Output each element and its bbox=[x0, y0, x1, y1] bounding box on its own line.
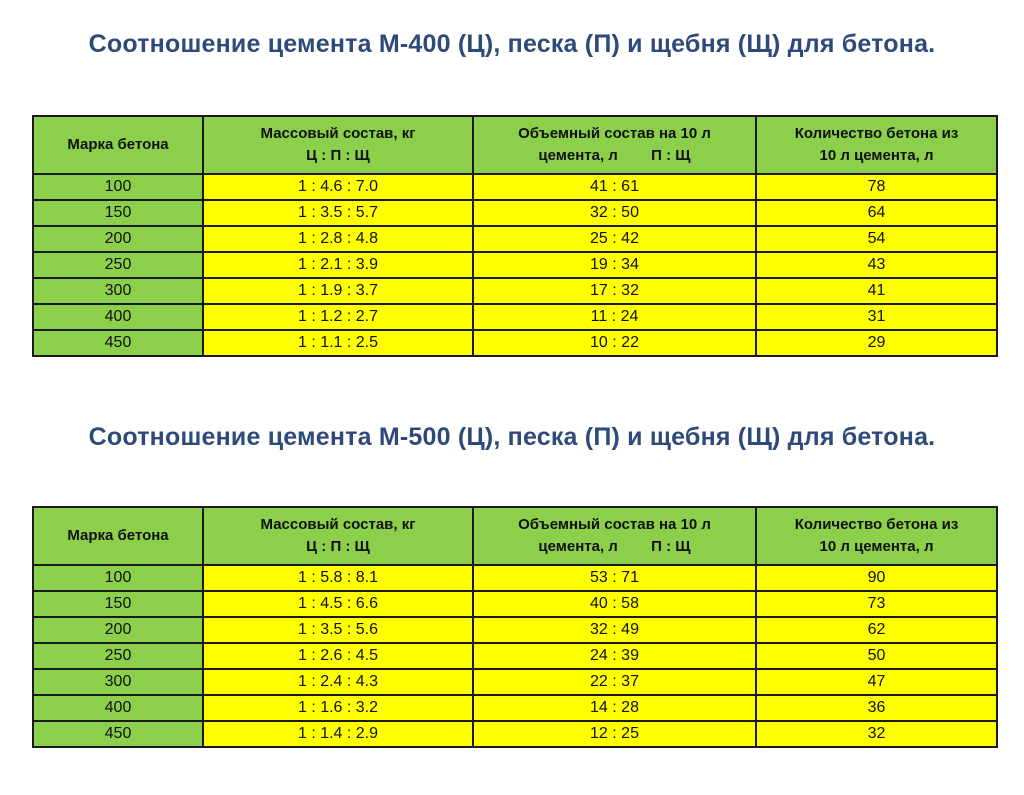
concrete-yield-cell: 31 bbox=[756, 304, 997, 330]
mass-ratio-cell: 1 : 2.8 : 4.8 bbox=[203, 226, 473, 252]
header-volume: Объемный состав на 10 л цемента, л П : Щ bbox=[473, 116, 756, 174]
mix-table-m500 bbox=[32, 506, 998, 748]
header-volume: Объемный состав на 10 л цемента, л П : Щ bbox=[473, 507, 756, 565]
table-row bbox=[33, 591, 997, 617]
volume-ratio-cell: 41 : 61 bbox=[473, 174, 756, 200]
volume-ratio-cell: 19 : 34 bbox=[473, 252, 756, 278]
mass-ratio-cell: 1 : 3.5 : 5.7 bbox=[203, 200, 473, 226]
mass-ratio-cell: 1 : 1.6 : 3.2 bbox=[203, 695, 473, 721]
table-header-row bbox=[33, 116, 997, 174]
table-header-row bbox=[33, 507, 997, 565]
grade-cell: 200 bbox=[33, 617, 203, 643]
grade-cell: 100 bbox=[33, 565, 203, 591]
table-row bbox=[33, 278, 997, 304]
concrete-yield-cell: 32 bbox=[756, 721, 997, 747]
grade-cell: 300 bbox=[33, 278, 203, 304]
mass-ratio-cell: 1 : 3.5 : 5.6 bbox=[203, 617, 473, 643]
concrete-yield-cell: 90 bbox=[756, 565, 997, 591]
grade-cell: 200 bbox=[33, 226, 203, 252]
grade-cell: 100 bbox=[33, 174, 203, 200]
mass-ratio-cell: 1 : 2.4 : 4.3 bbox=[203, 669, 473, 695]
grade-cell: 400 bbox=[33, 304, 203, 330]
concrete-yield-cell: 62 bbox=[756, 617, 997, 643]
table-row bbox=[33, 669, 997, 695]
concrete-yield-cell: 73 bbox=[756, 591, 997, 617]
grade-cell: 450 bbox=[33, 721, 203, 747]
grade-cell: 300 bbox=[33, 669, 203, 695]
table-row bbox=[33, 565, 997, 591]
mass-ratio-cell: 1 : 4.5 : 6.6 bbox=[203, 591, 473, 617]
header-grade: Марка бетона bbox=[33, 507, 203, 565]
volume-ratio-cell: 32 : 50 bbox=[473, 200, 756, 226]
volume-ratio-cell: 14 : 28 bbox=[473, 695, 756, 721]
volume-ratio-cell: 10 : 22 bbox=[473, 330, 756, 356]
header-quantity: Количество бетона из 10 л цемента, л bbox=[756, 507, 997, 565]
grade-cell: 250 bbox=[33, 252, 203, 278]
table-row bbox=[33, 174, 997, 200]
mass-ratio-cell: 1 : 1.9 : 3.7 bbox=[203, 278, 473, 304]
header-grade: Марка бетона bbox=[33, 116, 203, 174]
table-row bbox=[33, 643, 997, 669]
grade-cell: 450 bbox=[33, 330, 203, 356]
header-mass: Массовый состав, кг Ц : П : Щ bbox=[203, 507, 473, 565]
volume-ratio-cell: 53 : 71 bbox=[473, 565, 756, 591]
table-title-m400: Соотношение цемента М-400 (Ц), песка (П) и щебня (Щ) для бетона. bbox=[88, 30, 936, 58]
grade-cell: 400 bbox=[33, 695, 203, 721]
table-row bbox=[33, 252, 997, 278]
table-row bbox=[33, 695, 997, 721]
table-row bbox=[33, 330, 997, 356]
concrete-yield-cell: 43 bbox=[756, 252, 997, 278]
volume-ratio-cell: 25 : 42 bbox=[473, 226, 756, 252]
mass-ratio-cell: 1 : 5.8 : 8.1 bbox=[203, 565, 473, 591]
volume-ratio-cell: 17 : 32 bbox=[473, 278, 756, 304]
table-row bbox=[33, 617, 997, 643]
concrete-yield-cell: 29 bbox=[756, 330, 997, 356]
header-mass: Массовый состав, кг Ц : П : Щ bbox=[203, 116, 473, 174]
concrete-yield-cell: 64 bbox=[756, 200, 997, 226]
concrete-yield-cell: 50 bbox=[756, 643, 997, 669]
volume-ratio-cell: 24 : 39 bbox=[473, 643, 756, 669]
table-row bbox=[33, 200, 997, 226]
mass-ratio-cell: 1 : 4.6 : 7.0 bbox=[203, 174, 473, 200]
volume-ratio-cell: 12 : 25 bbox=[473, 721, 756, 747]
table-title-m500: Соотношение цемента М-500 (Ц), песка (П) и щебня (Щ) для бетона. bbox=[88, 423, 936, 451]
grade-cell: 150 bbox=[33, 591, 203, 617]
grade-cell: 250 bbox=[33, 643, 203, 669]
volume-ratio-cell: 40 : 58 bbox=[473, 591, 756, 617]
header-quantity: Количество бетона из 10 л цемента, л bbox=[756, 116, 997, 174]
concrete-yield-cell: 36 bbox=[756, 695, 997, 721]
concrete-yield-cell: 47 bbox=[756, 669, 997, 695]
mass-ratio-cell: 1 : 1.1 : 2.5 bbox=[203, 330, 473, 356]
mass-ratio-cell: 1 : 2.6 : 4.5 bbox=[203, 643, 473, 669]
table-row bbox=[33, 226, 997, 252]
mass-ratio-cell: 1 : 2.1 : 3.9 bbox=[203, 252, 473, 278]
concrete-yield-cell: 41 bbox=[756, 278, 997, 304]
mix-table-m400 bbox=[32, 115, 998, 357]
table-row bbox=[33, 304, 997, 330]
concrete-yield-cell: 78 bbox=[756, 174, 997, 200]
volume-ratio-cell: 22 : 37 bbox=[473, 669, 756, 695]
volume-ratio-cell: 32 : 49 bbox=[473, 617, 756, 643]
table-row bbox=[33, 721, 997, 747]
grade-cell: 150 bbox=[33, 200, 203, 226]
concrete-yield-cell: 54 bbox=[756, 226, 997, 252]
mass-ratio-cell: 1 : 1.2 : 2.7 bbox=[203, 304, 473, 330]
mass-ratio-cell: 1 : 1.4 : 2.9 bbox=[203, 721, 473, 747]
volume-ratio-cell: 11 : 24 bbox=[473, 304, 756, 330]
